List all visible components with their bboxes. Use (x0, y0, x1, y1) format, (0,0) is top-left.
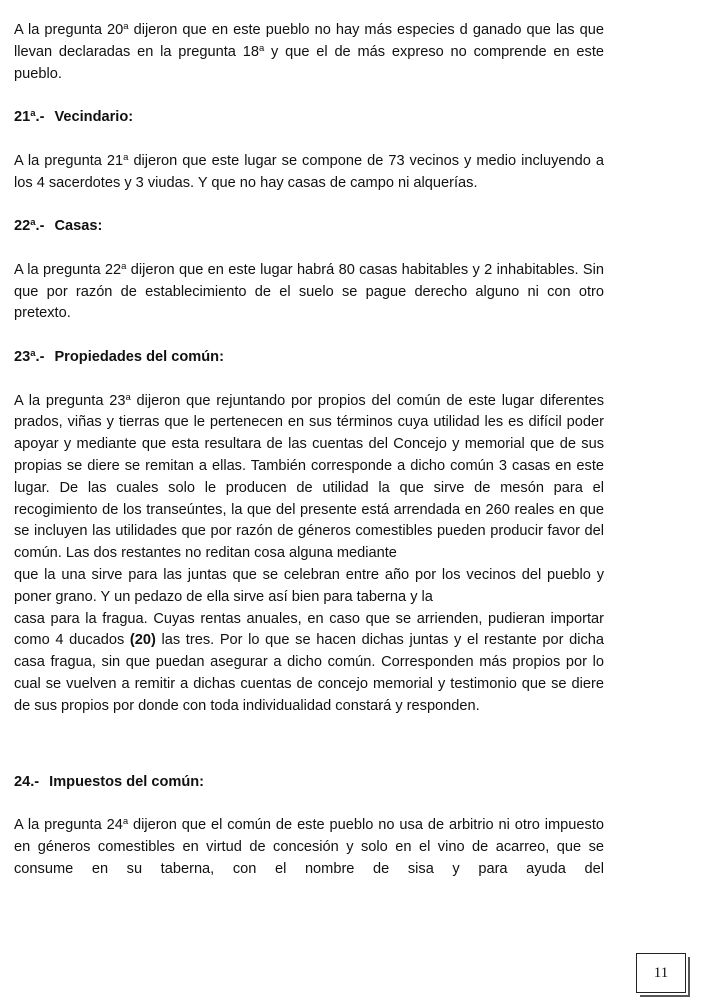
text: dijeron que este lugar se compone de 73 vecinos y medio incluyendo a los 4 sacerdotes y 3 viudas. Y que no hay casas de campo ni alquerías. (14, 152, 604, 191)
document-page (14, 20, 604, 880)
ordinal-sup: a (125, 391, 131, 403)
heading-title: Vecindario: (54, 109, 134, 126)
heading-24 (14, 772, 604, 794)
heading-number: 21 (14, 109, 31, 126)
text: dijeron que en este lugar habrá 80 casas habitables y 2 inhabitables. Sin que por razón de establecimiento de el suelo se pague derecho alguno ni con otro pretexto. (14, 261, 605, 322)
text: las tres. Por lo que se hacen dichas juntas y el restante por dicha casa fragua, sin que puedan asegurar a dicho común. Corresponden más propios por lo cual se vuelven a remitir a dichas cuentas de concejo memorial y testimonio que se diere de sus propios por donde con toda individualidad constará y responden. (14, 632, 604, 714)
heading-number: 24.- (14, 773, 40, 790)
text: casa para la fragua. Cuyas rentas anuales, en caso que se arrienden, pudieran importar como 4 ducados (14, 610, 604, 649)
heading-suffix: .- (35, 348, 45, 365)
paragraph-23c (14, 609, 604, 718)
bold-text: (20) (129, 632, 156, 649)
ordinal-sup: a (30, 347, 36, 359)
text: A la pregunta 21 (14, 152, 124, 169)
heading-number: 22 (14, 218, 31, 235)
heading-suffix: .- (35, 218, 45, 235)
heading-title: Impuestos del común: (49, 773, 205, 790)
text: A la pregunta 23 (14, 392, 126, 409)
heading-22 (14, 216, 604, 238)
heading-title: Casas: (54, 218, 103, 235)
ordinal-sup: a (122, 816, 129, 828)
text: A la pregunta 22 (14, 261, 122, 278)
paragraph-22 (14, 260, 604, 325)
text: y que el de más expreso no comprende en este pueblo. (14, 43, 605, 82)
text: A la pregunta 24 (14, 817, 123, 834)
text: que la una sirve para las juntas que se celebran entre año por los vecinos del pueblo y poner grano. Y un pedazo de ella sirve así bien para taberna y la (14, 566, 604, 605)
text: dijeron que en este pueblo no hay más especies d ganado que las que llevan declaradas en la pregunta 18 (14, 22, 604, 60)
paragraph-23a (14, 391, 604, 565)
paragraph-24 (14, 815, 604, 880)
ordinal-sup: a (123, 21, 129, 32)
text: A la pregunta 20 (14, 22, 124, 38)
ordinal-sup: a (123, 151, 129, 163)
heading-title: Propiedades del común: (54, 348, 224, 365)
paragraph-21 (14, 151, 604, 195)
ordinal-sup: a (30, 217, 36, 229)
ordinal-sup: a (258, 42, 265, 54)
heading-suffix: .- (35, 109, 45, 126)
paragraph-20 (14, 20, 604, 85)
paragraph-23b (14, 565, 604, 609)
heading-23 (14, 347, 604, 369)
heading-21 (14, 107, 604, 129)
page-number: 11 (636, 953, 686, 993)
ordinal-sup: a (121, 260, 127, 272)
heading-number: 23 (14, 348, 31, 365)
text: dijeron que rejuntando por propios del común de este lugar diferentes prados, viñas y tierras que le pertenecen en sus términos cuya utilidad les es difícil poder apoyar y mediante que esta resultara de las cuentas del Concejo y memorial que de sus propias se diere se remitan a ellas. También corresponde a dicho común 3 casas en este lugar. De las cuales solo le producen de utilidad la que sirve de mesón para el recogimiento de los transeúntes, la que del presente está arrendada en 260 reales en que se incluyen las utilidades que por razón de géneros comestibles pueden producir favor del común. Las dos restantes no reditan cosa alguna mediante (14, 392, 605, 562)
ordinal-sup: a (30, 108, 36, 120)
text: dijeron que el común de este pueblo no usa de arbitrio ni otro impuesto en géneros comestibles en virtud de concesión y solo en el vino de acarreo, que se consume en su taberna, con el nombre de sisa y para ayuda del (14, 817, 604, 877)
